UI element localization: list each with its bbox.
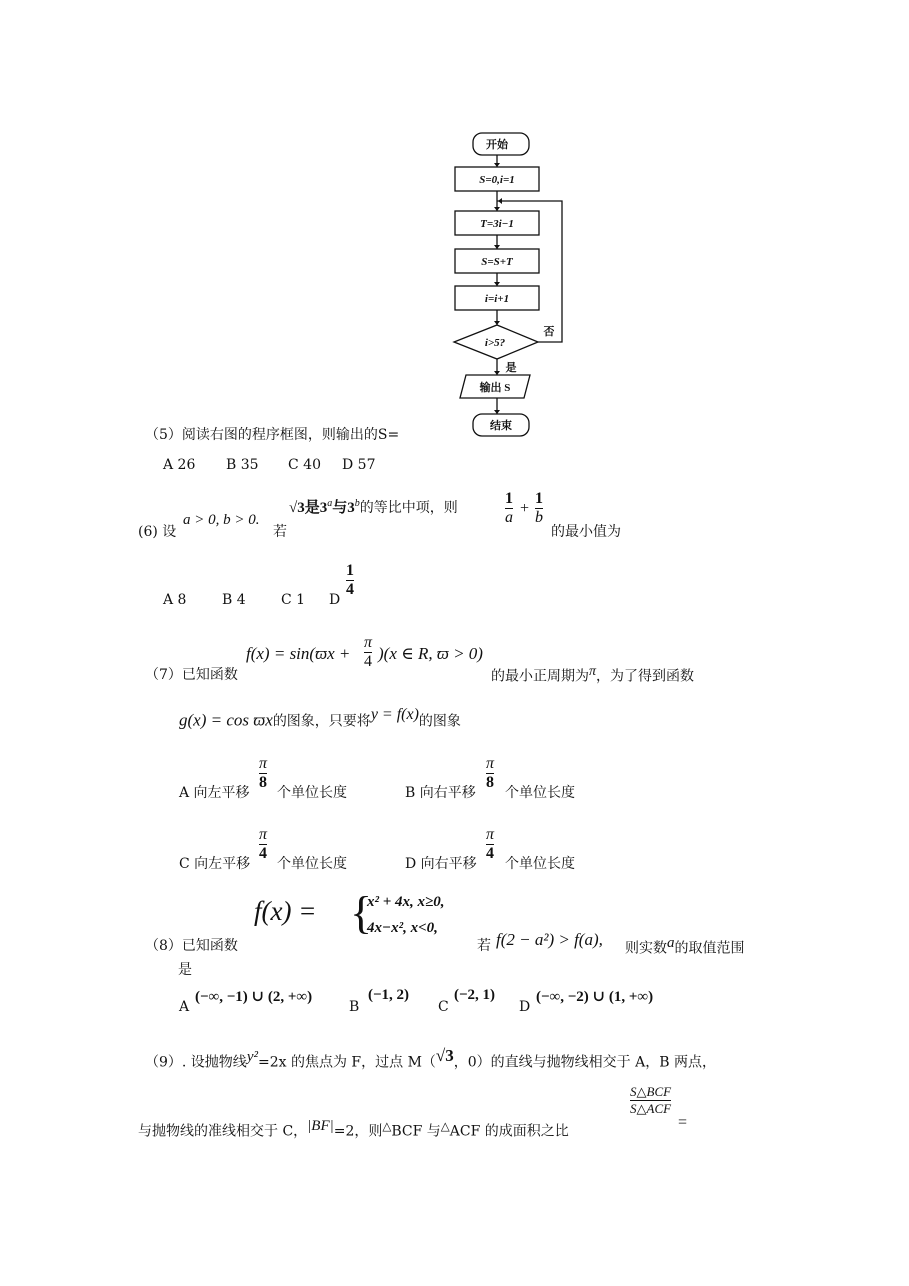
q7-y: y = f(x) — [370, 706, 419, 723]
q6-exp-b: b — [354, 498, 360, 509]
q9-line2 — [138, 1118, 569, 1141]
yes-label: 是 — [505, 362, 517, 374]
q7-f-right: )(x ∈ R, ϖ > 0) — [378, 644, 483, 663]
q9-line2-text: 与抛物线的准线相交于 C， — [138, 1123, 308, 1140]
q9-equals: = — [678, 1114, 688, 1131]
q7-a-eight: 8 — [259, 774, 267, 791]
q8-case-1: x² + 4x, x≥0, — [367, 894, 445, 910]
q6-mid1: 是3 — [304, 500, 328, 516]
q8-option-b-label: B — [349, 999, 360, 1015]
q5-option-a: A 26 — [163, 457, 196, 473]
q8-option-d-value: (−∞, −2) ∪ (1, +∞) — [536, 989, 654, 1005]
q8-fx: f(x) = — [254, 896, 317, 926]
q6-ruo: 若 — [273, 524, 287, 540]
q6-frac-1a — [505, 490, 513, 527]
q7-option-c-label: C 向左平移 — [179, 856, 251, 872]
q5-stem — [145, 424, 399, 444]
q9-mid2: ，0）的直线与抛物线相交于 A，B 两点， — [453, 1054, 716, 1071]
q9-line2b-text: =2，则 — [333, 1123, 383, 1140]
decision-label: i>5? — [484, 337, 506, 349]
q7-line2 — [179, 706, 461, 730]
q7-period-text: 的最小正周期为 — [491, 668, 589, 685]
q7-g: g(x) = cos ϖx — [179, 710, 273, 730]
q6-sqrt3: √3 — [289, 500, 305, 516]
q7-c-four: 4 — [259, 845, 267, 862]
q8-case-2: 4x−x², x<0, — [367, 920, 438, 936]
q7-pi-over-4 — [364, 634, 372, 671]
output-label: 输出 S — [479, 382, 511, 394]
q8-option-a-value: (−∞, −1) ∪ (2, +∞) — [195, 989, 313, 1005]
q7-option-d-label: D 向右平移 — [405, 856, 477, 872]
q5-text: （5）阅读右图的程序框图，则输出的 — [145, 427, 378, 443]
no-label: 否 — [543, 326, 555, 338]
q7-option-c-unit: 个单位长度 — [277, 856, 347, 872]
q9-ratio-num: S△BCF — [630, 1084, 672, 1099]
q7-d-four: 4 — [486, 845, 494, 862]
q7-g-mid: 的图象，只要将 — [272, 713, 371, 730]
q9-tri-1: △ — [382, 1119, 392, 1133]
q6-option-c: C 1 — [281, 592, 306, 608]
q6-frac-1b-den: b — [535, 509, 543, 526]
q7-stem: （7）已知函数 — [145, 667, 238, 683]
q6-plus: + — [520, 500, 530, 517]
end-label: 结束 — [490, 420, 512, 432]
step-t-label: T=3i−1 — [480, 218, 514, 230]
q6-mid3: 的等比中项，则 — [359, 500, 458, 516]
q9-bf: |BF| — [307, 1118, 334, 1134]
q8-option-c-label: C — [438, 999, 449, 1015]
q7-pi: π — [364, 634, 373, 651]
q7-g-tail: 的图象 — [418, 713, 461, 730]
q6-frac-1b — [535, 490, 543, 527]
q6-mid2: 与3 — [332, 500, 355, 516]
q9-mid: =2x 的焦点为 F，过点 M（ — [257, 1054, 436, 1071]
q7-four: 4 — [364, 653, 372, 670]
q9-line1 — [145, 1046, 716, 1072]
q8-option-b-value: (−1, 2) — [368, 987, 410, 1003]
q9-sqrt3: √3 — [435, 1046, 454, 1065]
start-label: 开始 — [486, 139, 508, 151]
step-s-label: S=S+T — [481, 256, 513, 268]
q8-tail2-text: 的取值范围 — [674, 940, 745, 957]
q8-option-d-label: D — [519, 999, 531, 1015]
q6-exp-a: a — [327, 498, 333, 509]
q7-option-a-label: A 向左平移 — [179, 785, 250, 801]
q9-pre: （9）. 设抛物线 — [145, 1054, 247, 1071]
q6-frac-1b-num: 1 — [535, 490, 543, 507]
q8-tail-text: 则实数 — [625, 940, 667, 957]
q9-acf: ACF 的成面积之比 — [449, 1123, 569, 1140]
q5-var: S= — [377, 427, 400, 443]
q8-option-c-value: (−2, 1) — [454, 987, 496, 1003]
q6-d-num: 1 — [346, 562, 354, 579]
q8-shi: 是 — [178, 962, 192, 978]
q5-option-b: B 35 — [226, 457, 259, 473]
q7-d-pi: π — [486, 826, 495, 843]
q6-frac-1a-den: a — [505, 509, 513, 526]
q9-y2: y² — [246, 1049, 258, 1065]
q6-tail: 的最小值为 — [551, 524, 621, 540]
q7-period — [491, 664, 694, 686]
q7-period2-text: ，为了得到函数 — [596, 668, 695, 685]
q7-option-d-unit: 个单位长度 — [505, 856, 575, 872]
q6-d-den: 4 — [346, 581, 354, 598]
q8-option-a-label: A — [179, 999, 190, 1015]
q6-option-b: B 4 — [222, 592, 246, 608]
q7-option-a-frac — [259, 755, 267, 792]
program-flowchart — [440, 125, 580, 440]
q6-option-d-frac — [346, 562, 354, 599]
q7-b-eight: 8 — [486, 774, 494, 791]
init-label: S=0,i=1 — [479, 174, 515, 186]
q8-inequality: f(2 − a²) > f(a), — [496, 930, 603, 949]
q6-option-d: D — [329, 592, 341, 608]
q7-option-c-frac — [259, 826, 267, 863]
q5-option-c: C 40 — [288, 457, 321, 473]
q9-ratio-den: S△ACF — [630, 1101, 672, 1116]
q7-a-pi: π — [259, 755, 268, 772]
q6-number: (6) 设 — [138, 524, 177, 540]
q9-bcf: BCF 与 — [391, 1123, 441, 1140]
q8-a: a — [667, 935, 675, 951]
step-i-label: i=i+1 — [484, 293, 510, 305]
q8-stem: （8）已知函数 — [145, 938, 238, 954]
q7-option-d-frac — [486, 826, 494, 863]
q7-option-b-frac — [486, 755, 494, 792]
q5-option-d: D 57 — [342, 457, 376, 473]
q7-f-left: f(x) = sin(ϖx + — [246, 644, 351, 663]
q6-premise — [289, 496, 458, 517]
q7-option-b-unit: 个单位长度 — [505, 785, 575, 801]
q6-option-a: A 8 — [163, 592, 187, 608]
q8-ruo: 若 — [477, 938, 491, 954]
q7-pi2: π — [589, 664, 597, 679]
q7-c-pi: π — [259, 826, 268, 843]
q8-tail — [625, 935, 745, 958]
q6-condition: a > 0, b > 0. — [183, 512, 260, 528]
q6-frac-1a-num: 1 — [505, 490, 513, 507]
q7-b-pi: π — [486, 755, 495, 772]
q7-option-b-label: B 向右平移 — [405, 785, 476, 801]
q9-tri-2: △ — [440, 1119, 450, 1133]
q9-area-ratio — [630, 1084, 671, 1117]
q8-brace: { — [350, 887, 373, 938]
q7-option-a-unit: 个单位长度 — [277, 785, 347, 801]
